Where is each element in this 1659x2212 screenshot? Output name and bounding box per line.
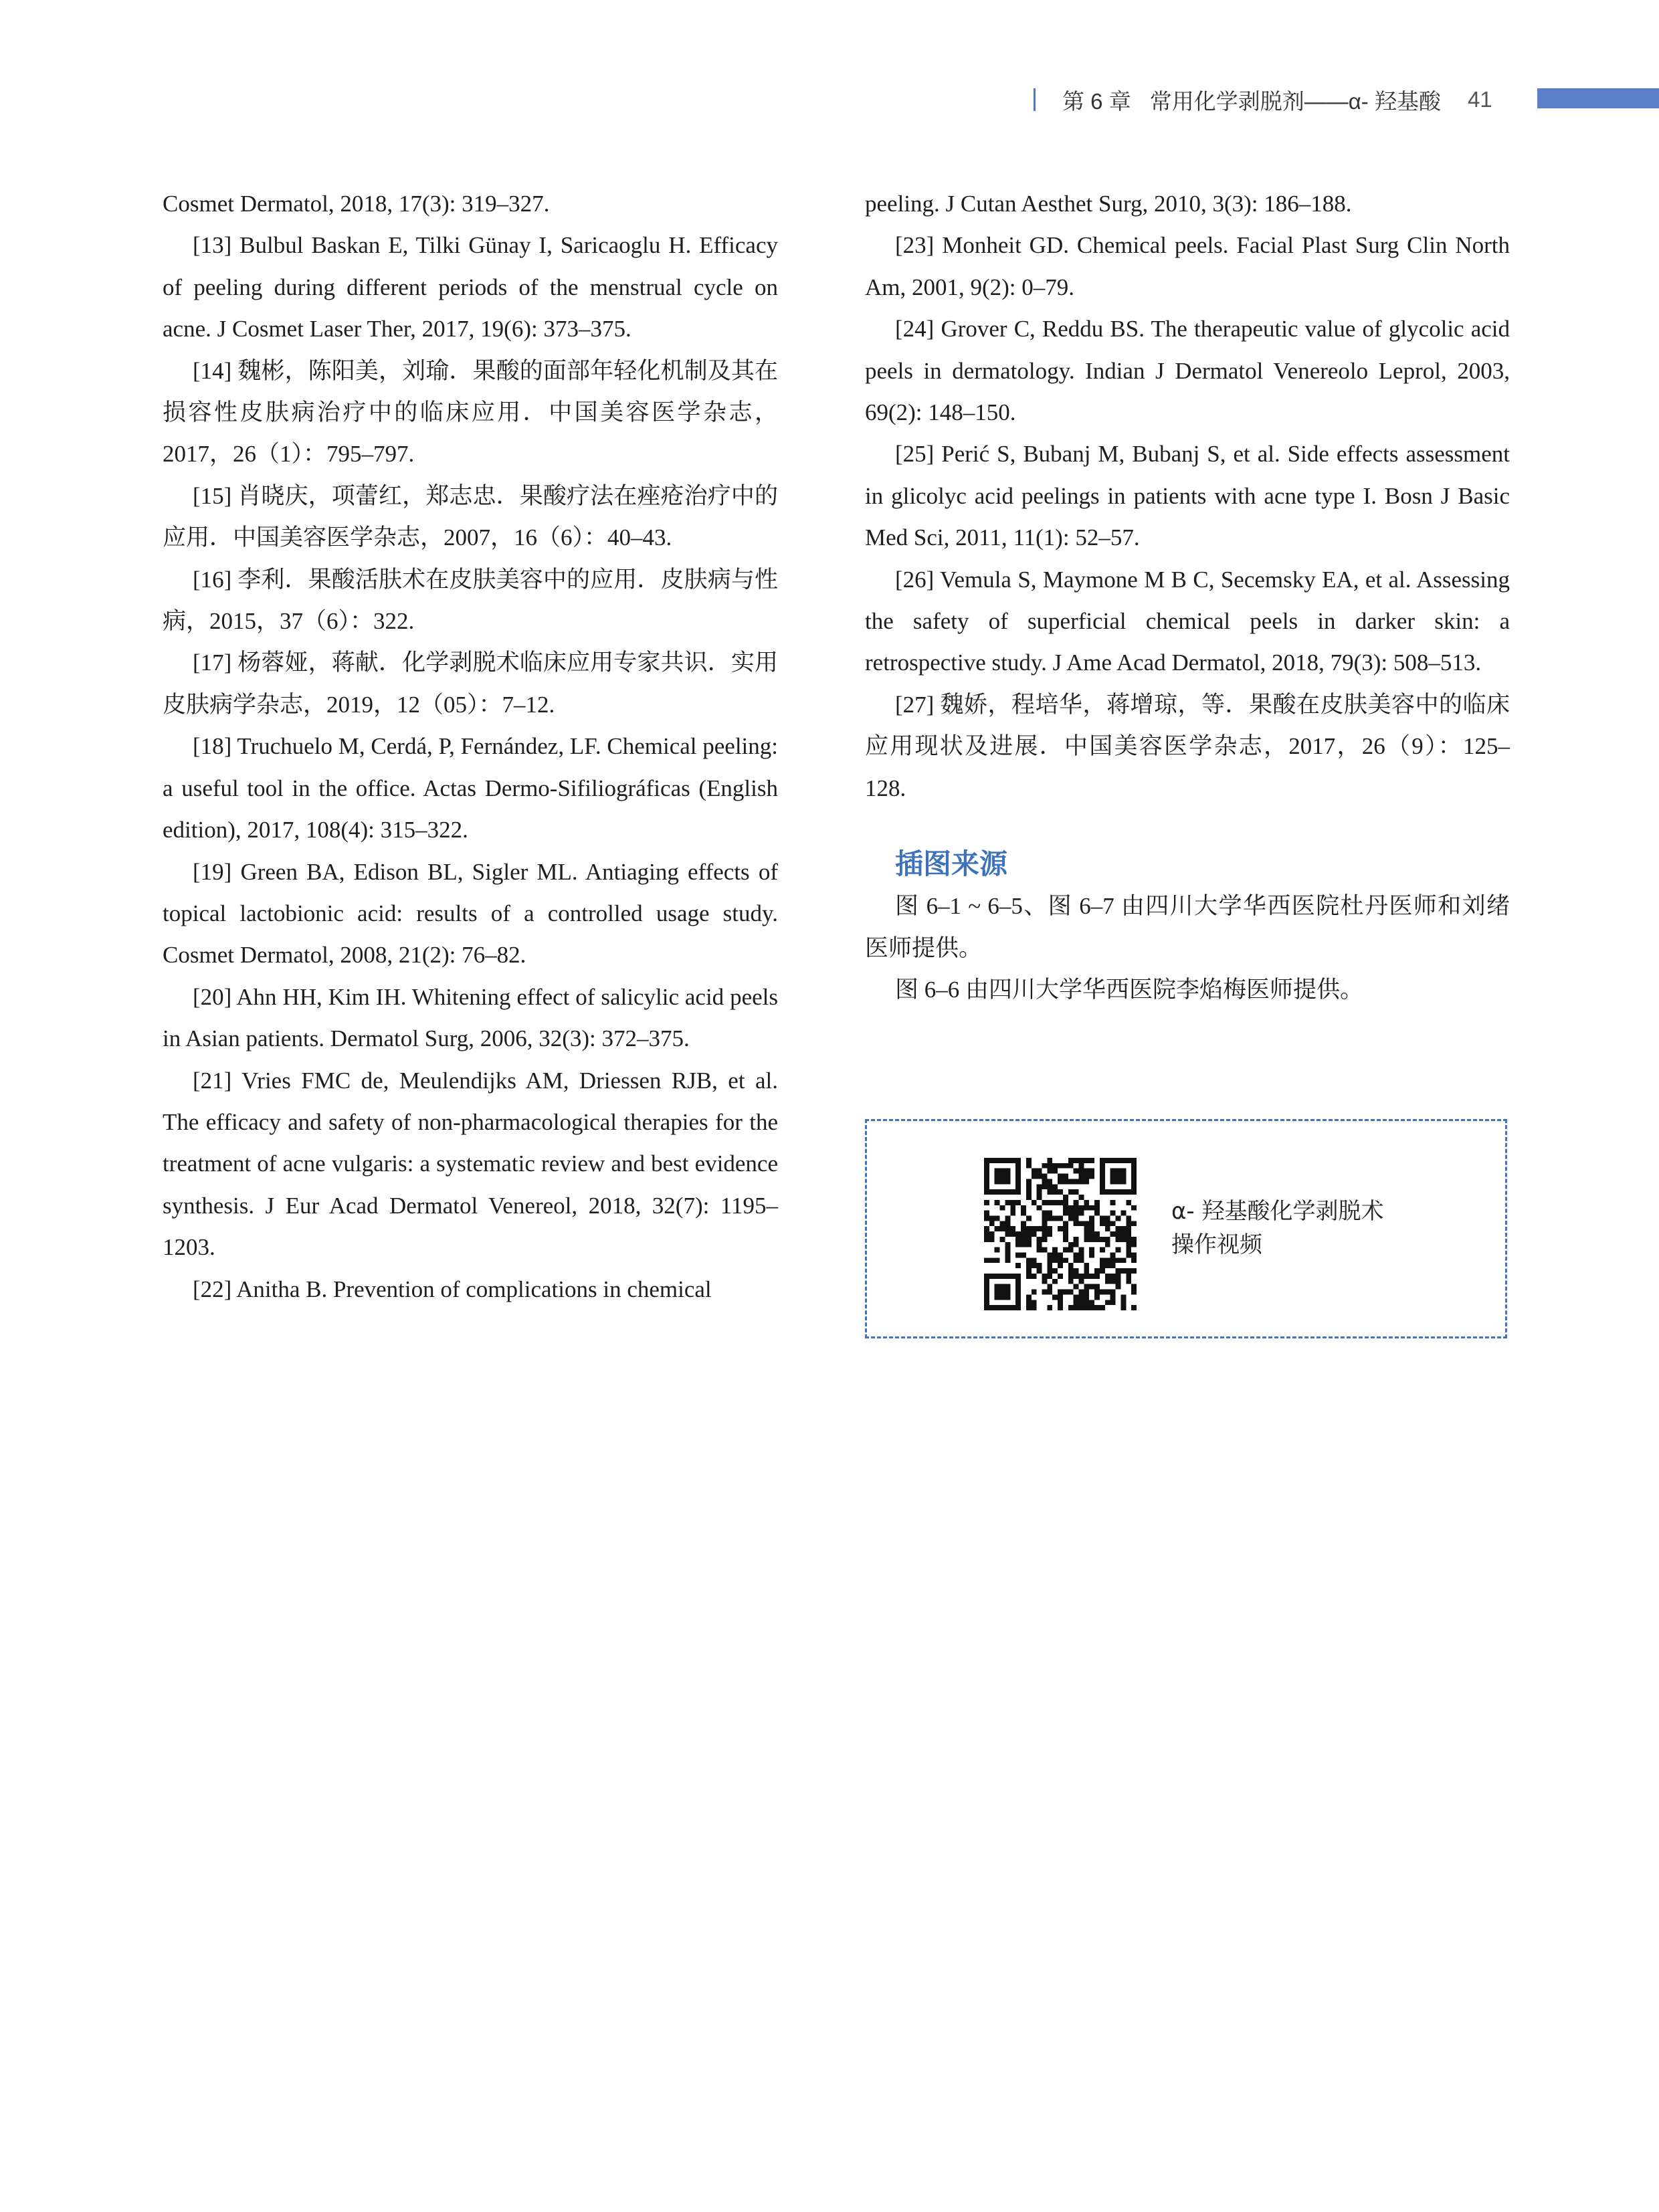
reference-entry: [23] Monheit GD. Chemical peels. Facial Plast Surg Clin North Am, 2001, 9(2): 0–79. [865, 232, 1510, 300]
figure-credit: 图 6–1 ~ 6–5、图 6–7 由四川大学华西医院杜丹医师和刘绪医师提供。 [865, 893, 1510, 961]
chapter-title: 常用化学剥脱剂——α- 羟基酸 [1149, 88, 1441, 114]
reference-entry: peeling. J Cutan Aesthet Surg, 2010, 3(3): 186–188. [865, 191, 1352, 217]
reference-entry: [14] 魏彬，陈阳美，刘瑜．果酸的面部年轻化机制及其在损容性皮肤病治疗中的临床应用．中国美容医学杂志，2017，26（1）：795–797. [163, 357, 778, 468]
qr-code-icon[interactable] [984, 1158, 1137, 1310]
header-divider [1034, 88, 1036, 111]
reference-entry: [26] Vemula S, Maymone M B C, Secemsky EA, et al. Assessing the safety of superficial chemical peels in darker skin: a retrospective study. J Ame Acad Dermatol, 2018, 79(3): 508–513. [865, 566, 1510, 676]
figure-sources-heading: 插图来源 [895, 847, 1008, 881]
video-qr-box [865, 1119, 1507, 1338]
header-accent-band [1537, 88, 1659, 108]
reference-entry: [25] Perić S, Bubanj M, Bubanj S, et al. Side effects assessment in glicolyc acid peelings in patients with acne type I. Bosn J Basic Med Sci, 2011, 11(1): 52–57. [865, 441, 1510, 551]
reference-entry: [17] 杨蓉娅，蒋献．化学剥脱术临床应用专家共识．实用皮肤病学杂志，2019，12（05）：7–12. [163, 649, 778, 718]
figure-credit: 图 6–6 由四川大学华西医院李焰梅医师提供。 [895, 976, 1364, 1003]
reference-entry: [27] 魏娇，程培华，蒋增琼，等．果酸在皮肤美容中的临床应用现状及进展．中国美容医学杂志，2017，26（9）：125–128. [865, 691, 1510, 801]
reference-entry: [20] Ahn HH, Kim IH. Whitening effect of salicylic acid peels in Asian patients. Dermatol Surg, 2006, 32(3): 372–375. [163, 983, 778, 1052]
reference-entry: [16] 李利．果酸活肤术在皮肤美容中的应用．皮肤病与性病，2015，37（6）：322. [163, 566, 778, 635]
reference-entry: Cosmet Dermatol, 2018, 17(3): 319–327. [163, 191, 550, 217]
reference-entry: [15] 肖晓庆，项蕾红，郑志忠．果酸疗法在痤疮治疗中的应用．中国美容医学杂志，2007，16（6）：40–43. [163, 482, 778, 551]
page-number: 41 [1467, 87, 1492, 112]
reference-entry: [24] Grover C, Reddu BS. The therapeutic value of glycolic acid peels in dermatology. Indian J Dermatol Venereolo Leprol, 2003, 69(2): 148–150. [865, 316, 1510, 426]
reference-entry: [19] Green BA, Edison BL, Sigler ML. Antiaging effects of topical lactobionic acid: results of a controlled usage study. Cosmet Dermatol, 2008, 21(2): 76–82. [163, 858, 778, 969]
references-left-column [163, 183, 778, 1310]
running-header [1034, 82, 1492, 118]
video-caption-line1: α- 羟基酸化学剥脱术 [1171, 1198, 1384, 1225]
chapter-label: 第 6 章 [1062, 88, 1131, 114]
reference-entry: [22] Anitha B. Prevention of complications in chemical [193, 1276, 712, 1302]
video-caption-line2: 操作视频 [1171, 1231, 1262, 1258]
reference-entry: [21] Vries FMC de, Meulendijks AM, Driessen RJB, et al. The efficacy and safety of non-pharmacological therapies for the treatment of acne vulgaris: a systematic review and best evidence synthesis. J Eur Acad Dermatol Venereol, 2018, 32(7): 1195–1203. [163, 1067, 778, 1261]
reference-entry: [18] Truchuelo M, Cerdá, P, Fernández, LF. Chemical peeling: a useful tool in the office. Actas Dermo-Sifiliográficas (English edition), 2017, 108(4): 315–322. [163, 733, 778, 843]
reference-entry: [13] Bulbul Baskan E, Tilki Günay I, Saricaoglu H. Efficacy of peeling during different periods of the menstrual cycle on acne. J Cosmet Laser Ther, 2017, 19(6): 373–375. [163, 232, 778, 342]
video-caption [1171, 1195, 1384, 1262]
references-right-column [865, 183, 1510, 1011]
